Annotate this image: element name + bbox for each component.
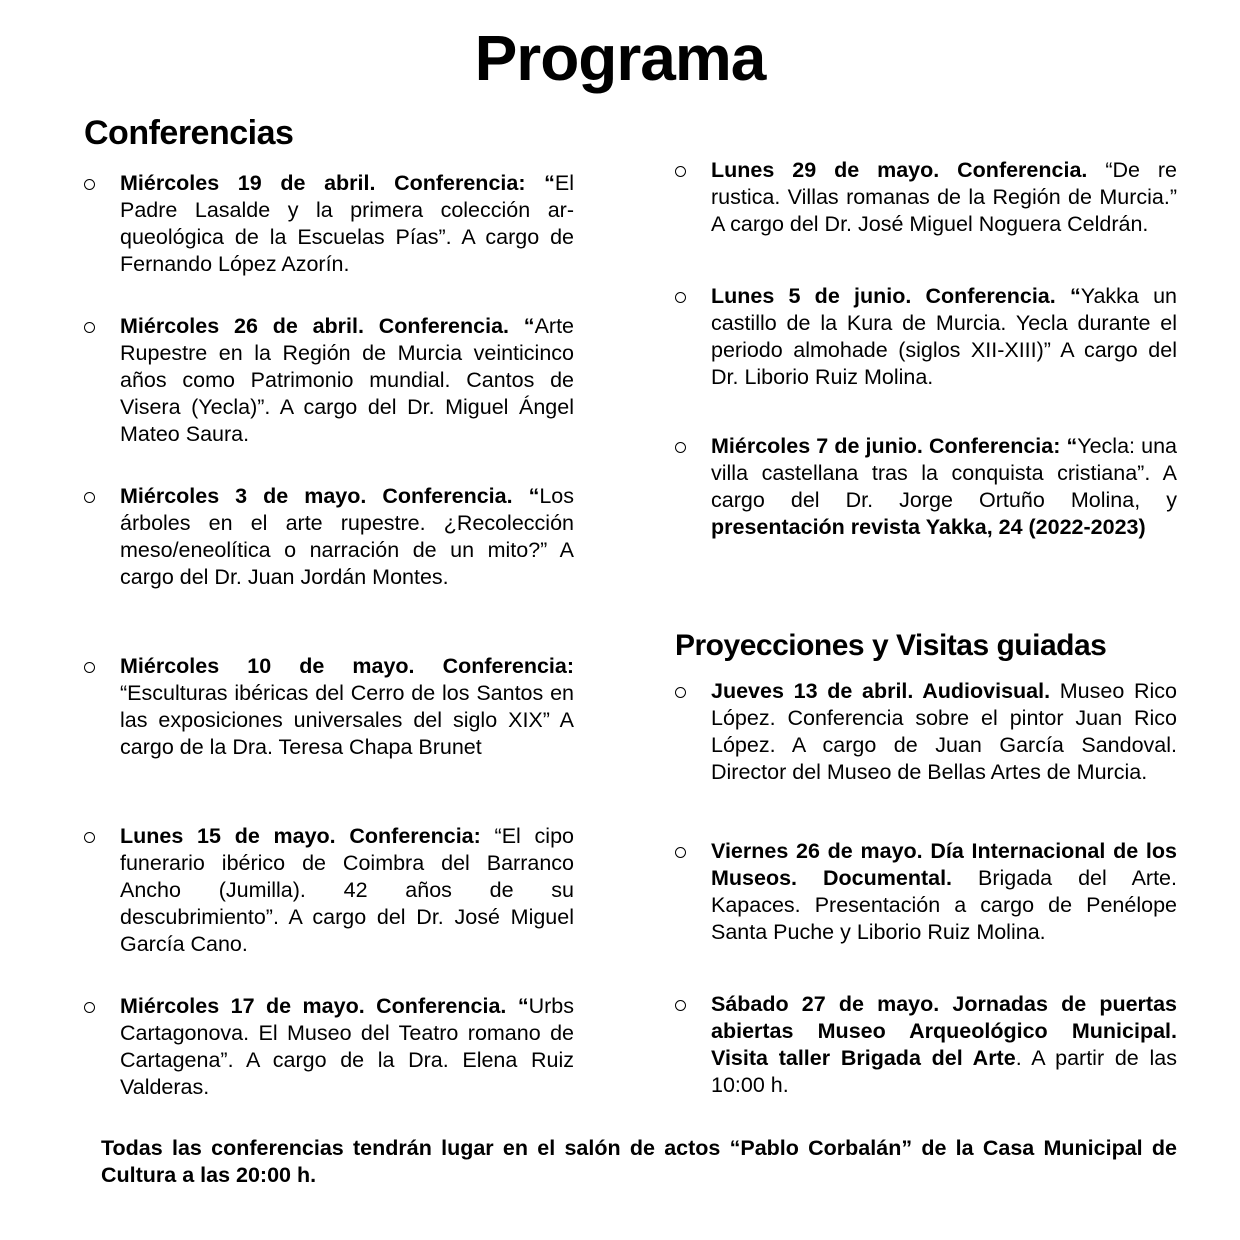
event-description — [711, 157, 1177, 238]
circle-bullet-icon — [84, 1002, 95, 1013]
event-date-title: Lunes 29 de mayo. Conferencia. — [711, 158, 1106, 182]
conferencias-list-left — [84, 170, 574, 1110]
event-description — [120, 653, 574, 761]
event-details: . A partir de las 10:00 h. — [711, 1046, 1177, 1097]
circle-bullet-icon — [675, 1000, 686, 1011]
event-details: Museo Rico López. Conferencia sobre el pintor Juan Rico López. A cargo de Juan García Sandoval. Director del Museo de Bellas Artes de Murcia. — [711, 679, 1177, 784]
event-date-title: Miércoles 7 de junio. Conferencia: “ — [711, 434, 1078, 458]
circle-bullet-icon — [84, 832, 95, 843]
page-title: Programa — [474, 22, 766, 94]
event-date-title: Miércoles 26 de abril. Conferencia. “ — [120, 314, 535, 338]
circle-bullet-icon — [675, 166, 686, 177]
circle-bullet-icon — [84, 322, 95, 333]
event-description — [120, 823, 574, 958]
event-date-title: Miércoles 3 de mayo. Conferencia. “ — [120, 484, 540, 508]
event-description — [120, 170, 574, 278]
event-date-title: Miércoles 10 de mayo. Conferencia: — [120, 654, 574, 678]
event-details: Arte Rupestre en la Región de Murcia veinticinco años como Patrimonio mundial. Cantos de Visera (Yecla)”. A cargo del Dr. Miguel Ángel Mateo Saura. — [120, 314, 574, 446]
event-date-title: Viernes 26 de mayo. Día Internacional de los Museos. Documental. — [711, 839, 1177, 890]
event-date-title: Sábado 27 de mayo. Jornadas de puertas abiertas Museo Arqueológico Municipal. Visita taller Brigada del Arte — [711, 992, 1177, 1070]
section-heading-conferencias: Conferencias — [84, 114, 294, 152]
event-description — [711, 283, 1177, 391]
event-description — [711, 433, 1177, 541]
event-date-title: Miércoles 17 de mayo. Conferencia. “ — [120, 994, 529, 1018]
event-details: Yecla: una villa castellana tras la conquista cristiana”. A cargo del Dr. Jorge Ortuño Molina, y — [711, 434, 1177, 512]
event-description — [711, 678, 1177, 786]
event-description — [711, 991, 1177, 1099]
section-heading-proyecciones: Proyecciones y Visitas guiadas — [675, 629, 1107, 662]
proyecciones-list — [675, 678, 1177, 1108]
event-details: El Padre Lasalde y la primera colección arqueológica de la Escuelas Pías”. A cargo de Fernando López Azorín. — [120, 171, 574, 276]
event-date-title: Lunes 15 de mayo. Conferencia: — [120, 824, 495, 848]
event-details: “De re rustica. Villas romanas de la Región de Murcia.” A cargo del Dr. José Miguel Noguera Celdrán. — [711, 158, 1177, 236]
circle-bullet-icon — [675, 442, 686, 453]
venue-note: Todas las conferencias tendrán lugar en el salón de actos “Pablo Corbalán” de la Casa Municipal de Cultura a las 20:00 h. — [101, 1136, 1177, 1187]
event-details: Brigada del Arte. Kapaces. Presentación a cargo de Penélope Santa Puche y Liborio Ruiz Molina. — [711, 866, 1177, 944]
circle-bullet-icon — [675, 292, 686, 303]
event-highlight: presentación revista Yakka, 24 (2022-2023) — [711, 515, 1146, 539]
circle-bullet-icon — [675, 847, 686, 858]
event-details: Yakka un castillo de la Kura de Murcia. Yecla durante el periodo almohade (siglos XII-XIII)” A cargo del Dr. Liborio Ruiz Molina. — [711, 284, 1177, 389]
circle-bullet-icon — [84, 179, 95, 190]
event-details: Urbs Cartagonova. El Museo del Teatro romano de Cartagena”. A cargo de la Dra. Elena Ruiz Valderas. — [120, 994, 574, 1099]
event-date-title: Miércoles 19 de abril. Conferencia: “ — [120, 171, 555, 195]
event-details: “Esculturas ibéricas del Cerro de los Santos en las exposiciones universales del siglo XIX” A cargo de la Dra. Teresa Chapa Brunet — [120, 681, 574, 759]
event-date-title: Lunes 5 de junio. Conferencia. “ — [711, 284, 1081, 308]
circle-bullet-icon — [675, 687, 686, 698]
event-description — [120, 483, 574, 591]
event-details: “El cipo funerario ibérico de Coimbra del Barranco Ancho (Jumilla). 42 años de su descubrimiento”. A cargo del Dr. José Miguel García Cano. — [120, 824, 574, 956]
event-description — [711, 838, 1177, 946]
conferencias-list-right — [675, 157, 1177, 577]
event-description — [120, 313, 574, 448]
event-details: Los árboles en el arte rupestre. ¿Recolección meso/eneolítica o narración de un mito?” A cargo del Dr. Juan Jordán Montes. — [120, 484, 574, 589]
event-date-title: Jueves 13 de abril. Audiovisual. — [711, 679, 1060, 703]
circle-bullet-icon — [84, 492, 95, 503]
event-description — [120, 993, 574, 1101]
circle-bullet-icon — [84, 662, 95, 673]
